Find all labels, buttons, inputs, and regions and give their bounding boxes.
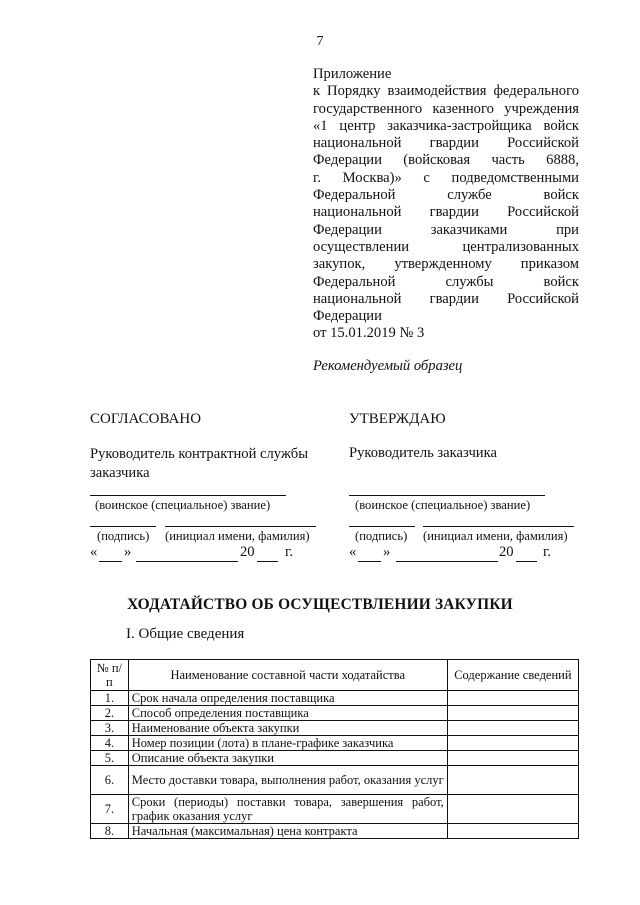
date-open-left: « — [90, 544, 98, 560]
row-num: 1. — [91, 691, 129, 706]
page-number: 7 — [316, 34, 324, 49]
section-title: I. Общие сведения — [126, 626, 245, 642]
row-name: Начальная (максимальная) цена контракта — [128, 824, 447, 839]
agreed-heading: СОГЛАСОВАНО — [90, 411, 202, 427]
row-num: 2. — [91, 706, 129, 721]
appendix-line: закупок, утвержденному приказом — [313, 256, 579, 273]
row-value — [447, 736, 578, 751]
signature-line-left — [90, 526, 156, 527]
row-value — [447, 706, 578, 721]
row-value — [447, 721, 578, 736]
year-prefix-left: 20 — [240, 544, 255, 560]
date-open-right: « — [349, 544, 357, 560]
row-value — [447, 691, 578, 706]
appendix-line: Приложение — [313, 66, 392, 82]
customer-head-role: Руководитель заказчика — [349, 445, 497, 461]
row-name: Срок начала определения поставщика — [128, 691, 447, 706]
appendix-line: к Порядку взаимодействия федерального — [313, 83, 579, 100]
row-num: 3. — [91, 721, 129, 736]
table-row — [91, 824, 579, 839]
month-line-left — [136, 561, 238, 562]
contract-service-head-role: Руководитель контрактной службы заказчика — [90, 446, 309, 481]
row-name: Место доставки товара, выполнения работ, оказания услуг — [128, 766, 447, 795]
appendix-line: национальной гвардии Российской — [313, 135, 579, 152]
year-suffix-right: г. — [543, 544, 551, 560]
row-value — [447, 824, 578, 839]
row-name: Способ определения поставщика — [128, 706, 447, 721]
table-row — [91, 766, 579, 795]
rank-line-left — [90, 495, 286, 496]
general-info-table — [90, 659, 579, 839]
appendix-line: осуществлении централизованных — [313, 238, 579, 255]
table-row — [91, 706, 579, 721]
rank-caption-left: (воинское (специальное) звание) — [95, 498, 271, 512]
name-line-right — [423, 526, 574, 527]
row-value — [447, 751, 578, 766]
year-suffix-left: г. — [285, 544, 293, 560]
approve-heading: УТВЕРЖДАЮ — [349, 411, 446, 427]
signature-line-right — [349, 526, 415, 527]
date-close-right: » — [383, 544, 391, 560]
header-value: Содержание сведений — [447, 660, 578, 691]
name-caption-right: (инициал имени, фамилия) — [423, 529, 568, 543]
year-prefix-right: 20 — [499, 544, 514, 560]
row-value — [447, 795, 578, 824]
date-close-left: » — [124, 544, 132, 560]
row-num: 6. — [91, 766, 129, 795]
year-line-left — [257, 561, 278, 562]
appendix-line: государственного казенного учреждения — [313, 100, 579, 117]
appendix-line: г. Москва)» с подведомственными — [313, 169, 579, 186]
table-row — [91, 751, 579, 766]
year-line-right — [516, 561, 537, 562]
row-name: Сроки (периоды) поставки товара, завершения работ, график оказания услуг — [128, 795, 447, 824]
day-line-left — [99, 561, 122, 562]
header-num: № п/п — [91, 660, 129, 691]
month-line-right — [396, 561, 498, 562]
row-num: 4. — [91, 736, 129, 751]
document-title: ХОДАТАЙСТВО ОБ ОСУЩЕСТВЛЕНИИ ЗАКУПКИ — [127, 596, 513, 613]
rank-line-right — [349, 495, 545, 496]
row-num: 8. — [91, 824, 129, 839]
name-caption-left: (инициал имени, фамилия) — [165, 529, 310, 543]
row-value — [447, 766, 578, 795]
row-num: 5. — [91, 751, 129, 766]
name-line-left — [165, 526, 316, 527]
appendix-line: национальной гвардии Российской — [313, 204, 579, 221]
row-num: 7. — [91, 795, 129, 824]
appendix-line: Федерации — [313, 308, 382, 325]
appendix-line: Федерации заказчиками при — [313, 221, 579, 238]
table-row — [91, 721, 579, 736]
table-row — [91, 795, 579, 824]
sample-label: Рекомендуемый образец — [313, 358, 463, 374]
table-row — [91, 691, 579, 706]
row-name: Описание объекта закупки — [128, 751, 447, 766]
appendix-line: от 15.01.2019 № 3 — [313, 325, 425, 342]
table-header-row — [91, 660, 579, 691]
appendix-block — [313, 66, 579, 343]
appendix-line: национальной гвардии Российской — [313, 290, 579, 307]
row-name: Наименование объекта закупки — [128, 721, 447, 736]
appendix-line: Федерации (войсковая часть 6888, — [313, 152, 579, 169]
row-name: Номер позиции (лота) в плане-графике заказчика — [128, 736, 447, 751]
header-name: Наименование составной части ходатайства — [128, 660, 447, 691]
signature-caption-right: (подпись) — [355, 529, 408, 543]
appendix-line: Федеральной службе войск — [313, 187, 579, 204]
signature-caption-left: (подпись) — [97, 529, 150, 543]
appendix-line: «1 центр заказчика-застройщика войск — [313, 117, 579, 134]
appendix-line: Федеральной службы войск — [313, 273, 579, 290]
day-line-right — [358, 561, 381, 562]
table-row — [91, 736, 579, 751]
rank-caption-right: (воинское (специальное) звание) — [355, 498, 531, 512]
